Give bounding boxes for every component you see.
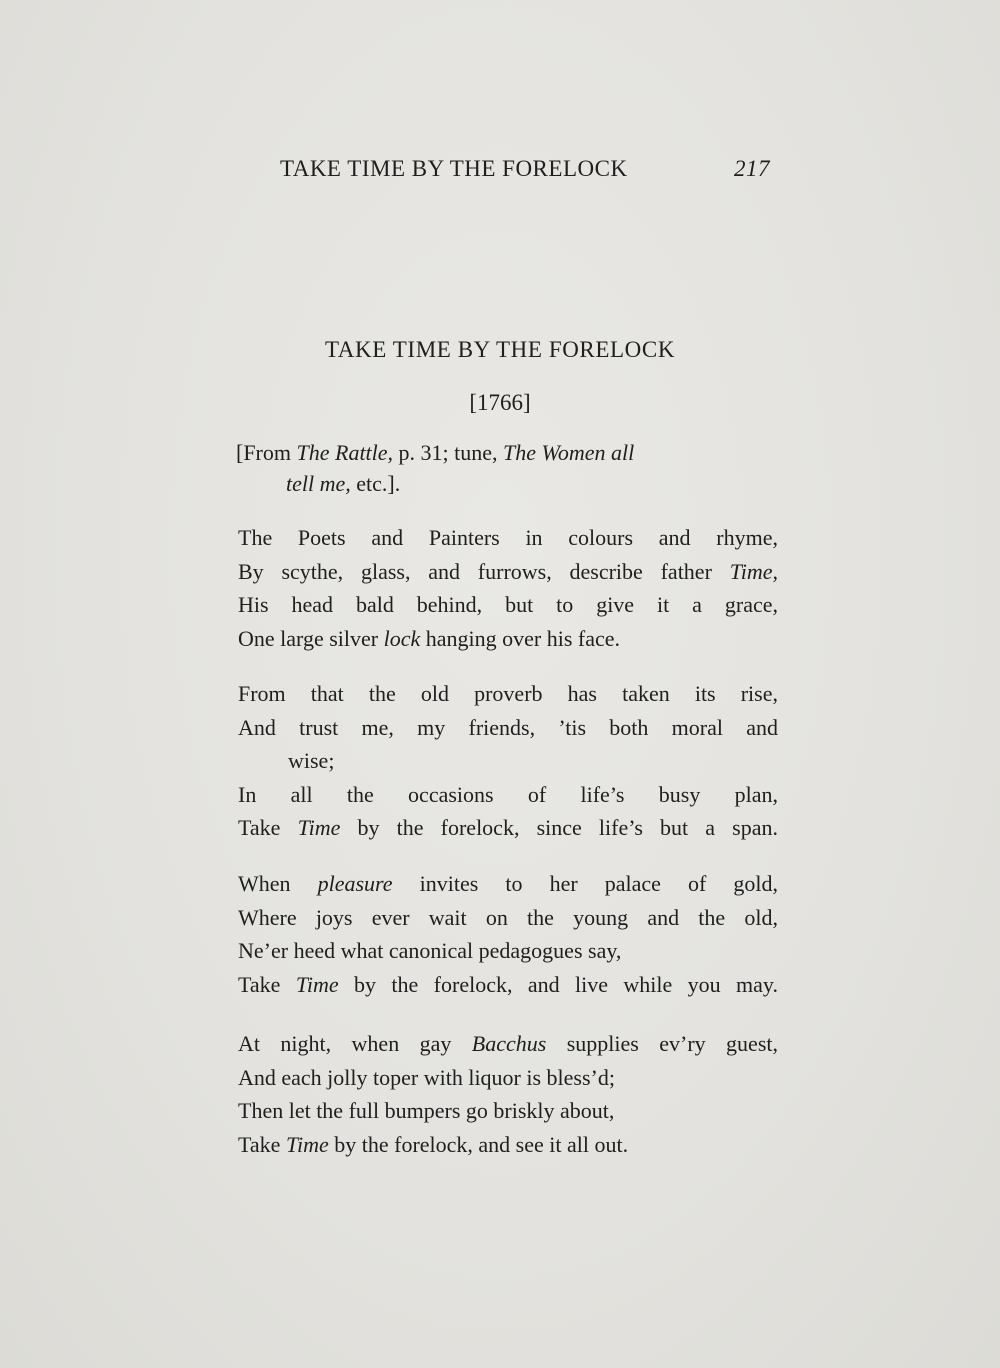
verse-line: Then let the full bumpers go briskly about, bbox=[238, 1098, 615, 1123]
verse-line: Where joys ever wait on the young and the old, bbox=[238, 904, 778, 930]
verse-line: Take Time by the forelock, and see it all out. bbox=[238, 1131, 629, 1157]
verse-line: Take Time by the forelock, since life’s but a span. bbox=[238, 815, 778, 840]
verse-line: And trust me, my friends, ’tis both moral and bbox=[238, 714, 778, 740]
page-number: 217 bbox=[734, 156, 770, 181]
verse-line: And each jolly toper with liquor is bless’d; bbox=[238, 1064, 615, 1090]
running-head-title: TAKE TIME BY THE FORELOCK bbox=[280, 156, 628, 181]
verse-line: By scythe, glass, and furrows, describe father Time, bbox=[238, 558, 778, 584]
source-note bbox=[236, 437, 776, 499]
verse-line: The Poets and Painters in colours and rhyme, bbox=[238, 525, 778, 550]
poem-title: TAKE TIME BY THE FORELOCK bbox=[324, 337, 676, 362]
running-head bbox=[280, 156, 770, 192]
stanza bbox=[238, 1027, 778, 1161]
verse-line: When pleasure invites to her palace of gold, bbox=[238, 871, 778, 896]
verse-line: One large silver lock hanging over his face. bbox=[238, 625, 621, 651]
verse-line: His head bald behind, but to give it a grace, bbox=[238, 592, 778, 617]
verse-line: From that the old proverb has taken its rise, bbox=[238, 681, 778, 706]
verse-line: Take Time by the forelock, and live while you may. bbox=[238, 971, 778, 997]
poem-date: [1766] bbox=[469, 390, 531, 415]
source-tune-title: The Women all bbox=[503, 440, 635, 465]
verse-line: In all the occasions of life’s busy plan, bbox=[238, 781, 778, 807]
stanza bbox=[238, 867, 778, 1001]
verse-line-continuation: wise; bbox=[288, 748, 335, 773]
verse-line: At night, when gay Bacchus supplies ev’ry guest, bbox=[238, 1031, 778, 1056]
source-note-line-2: tell me, etc.]. bbox=[286, 471, 401, 496]
source-work-title: The Rattle, bbox=[296, 440, 394, 465]
stanza bbox=[238, 521, 778, 655]
verse-line: Ne’er heed what canonical pedagogues say, bbox=[238, 938, 622, 963]
stanza bbox=[238, 677, 778, 845]
source-note-line-1: [From The Rattle, p. 31; tune, The Women all bbox=[236, 440, 635, 465]
